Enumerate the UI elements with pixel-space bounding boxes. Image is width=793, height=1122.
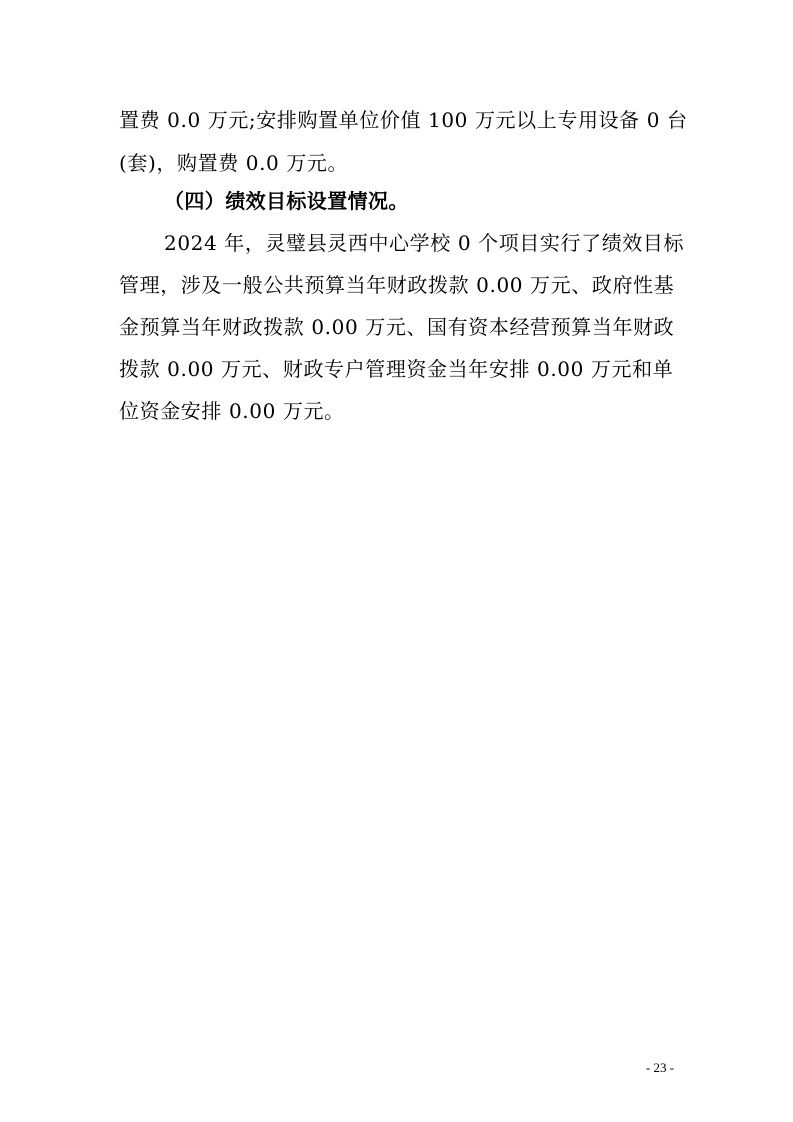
paragraph-line: 置费 0.0 万元;安排购置单位价值 100 万元以上专用设备 0 台	[119, 108, 688, 132]
paragraph-line: 拨款 0.00 万元、财政专户管理资金当年安排 0.00 万元和单	[119, 357, 674, 381]
paragraph-line: 管理，涉及一般公共预算当年财政拨款 0.00 万元、政府性基	[119, 273, 675, 297]
paragraph-line: 金预算当年财政拨款 0.00 万元、国有资本经营预算当年财政	[119, 315, 675, 339]
paragraph-line: 位资金安排 0.00 万元。	[119, 399, 345, 423]
page-number: - 23 -	[645, 1060, 675, 1075]
paragraph-line: (套)，购置费 0.0 万元。	[119, 151, 349, 175]
paragraph-line: 2024 年，灵璧县灵西中心学校 0 个项目实行了绩效目标	[164, 231, 685, 255]
section-heading: （四）绩效目标设置情况。	[164, 189, 409, 213]
